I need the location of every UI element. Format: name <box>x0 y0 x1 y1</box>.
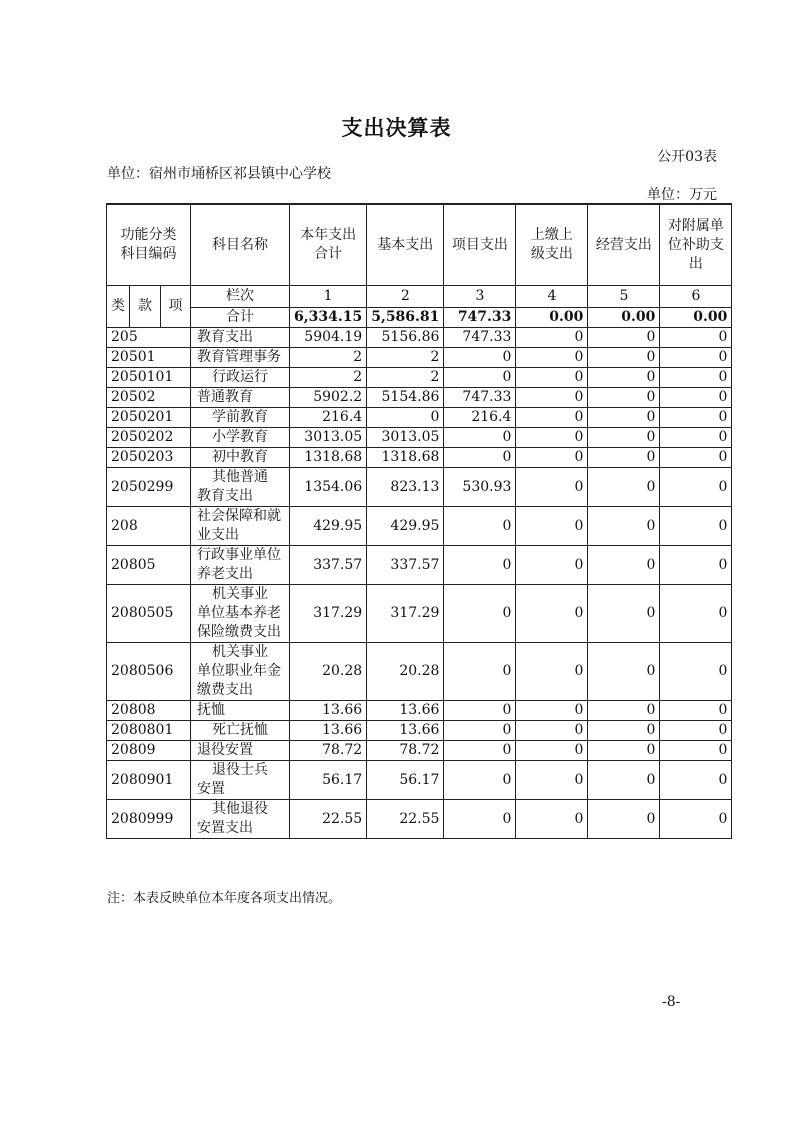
row-value-1: 2 <box>290 348 367 368</box>
row-name: 行政事业单位养老支出 <box>191 546 290 585</box>
header-col-4: 上缴上级支出 <box>516 204 588 286</box>
header-lanci: 栏次 <box>191 286 290 308</box>
row-value-5: 0 <box>588 507 660 546</box>
header-col-5: 经营支出 <box>588 204 660 286</box>
row-value-5: 0 <box>588 741 660 761</box>
row-value-5: 0 <box>588 388 660 408</box>
row-name: 教育管理事务 <box>191 348 290 368</box>
row-value-6: 0 <box>660 643 732 701</box>
row-value-5: 0 <box>588 721 660 741</box>
row-name: 退役安置 <box>191 741 290 761</box>
row-value-4: 0 <box>516 328 588 348</box>
table-body <box>107 328 732 839</box>
row-value-1: 429.95 <box>290 507 367 546</box>
row-code: 2080999 <box>107 800 191 839</box>
row-value-2: 317.29 <box>367 585 444 643</box>
table-row <box>107 761 732 800</box>
row-code: 2080506 <box>107 643 191 701</box>
row-name: 学前教育 <box>191 408 290 428</box>
row-name: 教育支出 <box>191 328 290 348</box>
col-num-2: 2 <box>367 286 444 308</box>
page-number: -8- <box>662 994 681 1010</box>
row-value-4: 0 <box>516 448 588 468</box>
row-value-4: 0 <box>516 741 588 761</box>
row-code: 2050203 <box>107 448 191 468</box>
row-value-4: 0 <box>516 507 588 546</box>
table-row <box>107 368 732 388</box>
row-value-5: 0 <box>588 585 660 643</box>
row-value-1: 2 <box>290 368 367 388</box>
row-value-3: 0 <box>444 448 516 468</box>
row-value-5: 0 <box>588 368 660 388</box>
row-value-6: 0 <box>660 348 732 368</box>
row-value-5: 0 <box>588 428 660 448</box>
row-name: 死亡抚恤 <box>191 721 290 741</box>
row-value-6: 0 <box>660 761 732 800</box>
row-name: 小学教育 <box>191 428 290 448</box>
total-value-6: 0.00 <box>660 308 732 328</box>
row-name: 机关事业单位职业年金缴费支出 <box>191 643 290 701</box>
row-value-6: 0 <box>660 368 732 388</box>
row-name: 其他普通教育支出 <box>191 468 290 507</box>
header-col-2: 基本支出 <box>367 204 444 286</box>
row-value-2: 0 <box>367 408 444 428</box>
row-value-1: 1354.06 <box>290 468 367 507</box>
footnote: 注：本表反映单位本年度各项支出情况。 <box>107 891 342 906</box>
row-value-3: 0 <box>444 428 516 448</box>
total-value-4: 0.00 <box>516 308 588 328</box>
col-num-3: 3 <box>444 286 516 308</box>
row-value-2: 20.28 <box>367 643 444 701</box>
row-value-6: 0 <box>660 585 732 643</box>
row-value-3: 0 <box>444 585 516 643</box>
col-num-1: 1 <box>290 286 367 308</box>
row-value-1: 5902.2 <box>290 388 367 408</box>
row-value-1: 22.55 <box>290 800 367 839</box>
row-value-2: 3013.05 <box>367 428 444 448</box>
header-kuan: 款 <box>130 286 161 328</box>
row-code: 2050101 <box>107 368 191 388</box>
header-col-1: 本年支出合计 <box>290 204 367 286</box>
table-row <box>107 428 732 448</box>
table-row <box>107 643 732 701</box>
row-value-5: 0 <box>588 448 660 468</box>
row-value-6: 0 <box>660 800 732 839</box>
row-value-4: 0 <box>516 468 588 507</box>
row-value-4: 0 <box>516 800 588 839</box>
row-code: 2050201 <box>107 408 191 428</box>
row-code: 2080901 <box>107 761 191 800</box>
table-row <box>107 800 732 839</box>
expenditure-table <box>106 203 732 839</box>
row-value-3: 747.33 <box>444 388 516 408</box>
row-value-2: 2 <box>367 368 444 388</box>
row-value-3: 0 <box>444 507 516 546</box>
row-name: 行政运行 <box>191 368 290 388</box>
row-value-5: 0 <box>588 701 660 721</box>
row-value-6: 0 <box>660 741 732 761</box>
row-value-6: 0 <box>660 388 732 408</box>
row-value-3: 0 <box>444 761 516 800</box>
col-num-6: 6 <box>660 286 732 308</box>
row-name: 其他退役安置支出 <box>191 800 290 839</box>
row-name: 机关事业单位基本养老保险缴费支出 <box>191 585 290 643</box>
row-value-6: 0 <box>660 428 732 448</box>
row-value-2: 1318.68 <box>367 448 444 468</box>
row-value-4: 0 <box>516 701 588 721</box>
table-row <box>107 348 732 368</box>
header-col-6: 对附属单位补助支出 <box>660 204 732 286</box>
row-code: 20501 <box>107 348 191 368</box>
row-code: 2050299 <box>107 468 191 507</box>
row-value-2: 78.72 <box>367 741 444 761</box>
row-value-2: 337.57 <box>367 546 444 585</box>
row-code: 2050202 <box>107 428 191 448</box>
row-value-4: 0 <box>516 408 588 428</box>
row-value-1: 1318.68 <box>290 448 367 468</box>
col-num-4: 4 <box>516 286 588 308</box>
table-row <box>107 468 732 507</box>
table-row <box>107 721 732 741</box>
table-row <box>107 328 732 348</box>
row-value-2: 5156.86 <box>367 328 444 348</box>
table-row <box>107 741 732 761</box>
table-row <box>107 408 732 428</box>
row-value-3: 0 <box>444 368 516 388</box>
total-value-2: 5,586.81 <box>367 308 444 328</box>
unit-label: 单位：宿州市埇桥区祁县镇中心学校 <box>107 166 331 182</box>
table-row <box>107 388 732 408</box>
row-value-5: 0 <box>588 800 660 839</box>
row-value-5: 0 <box>588 408 660 428</box>
row-value-2: 22.55 <box>367 800 444 839</box>
table-row <box>107 701 732 721</box>
col-num-5: 5 <box>588 286 660 308</box>
row-value-6: 0 <box>660 408 732 428</box>
row-value-4: 0 <box>516 585 588 643</box>
row-code: 20805 <box>107 546 191 585</box>
row-value-5: 0 <box>588 348 660 368</box>
row-code: 2080801 <box>107 721 191 741</box>
row-value-3: 0 <box>444 348 516 368</box>
row-value-2: 5154.86 <box>367 388 444 408</box>
header-xiang: 项 <box>161 286 191 328</box>
row-value-2: 823.13 <box>367 468 444 507</box>
header-lei: 类 <box>107 286 130 328</box>
row-value-3: 0 <box>444 643 516 701</box>
row-value-4: 0 <box>516 643 588 701</box>
row-value-1: 3013.05 <box>290 428 367 448</box>
row-value-5: 0 <box>588 468 660 507</box>
row-value-4: 0 <box>516 761 588 800</box>
total-value-5: 0.00 <box>588 308 660 328</box>
row-value-2: 13.66 <box>367 701 444 721</box>
row-value-6: 0 <box>660 507 732 546</box>
row-value-2: 56.17 <box>367 761 444 800</box>
row-value-4: 0 <box>516 368 588 388</box>
row-value-5: 0 <box>588 643 660 701</box>
header-name: 科目名称 <box>191 204 290 286</box>
row-value-1: 5904.19 <box>290 328 367 348</box>
total-value-1: 6,334.15 <box>290 308 367 328</box>
row-value-3: 747.33 <box>444 328 516 348</box>
row-value-6: 0 <box>660 468 732 507</box>
row-value-4: 0 <box>516 546 588 585</box>
row-value-4: 0 <box>516 721 588 741</box>
row-value-3: 0 <box>444 721 516 741</box>
row-value-3: 530.93 <box>444 468 516 507</box>
table-row <box>107 507 732 546</box>
row-name: 普通教育 <box>191 388 290 408</box>
table-row <box>107 546 732 585</box>
row-value-1: 13.66 <box>290 701 367 721</box>
row-value-3: 0 <box>444 546 516 585</box>
row-value-6: 0 <box>660 448 732 468</box>
row-value-2: 429.95 <box>367 507 444 546</box>
money-unit: 单位：万元 <box>647 187 717 203</box>
row-value-3: 216.4 <box>444 408 516 428</box>
form-number: 公开03表 <box>657 149 717 165</box>
row-value-4: 0 <box>516 428 588 448</box>
row-value-3: 0 <box>444 800 516 839</box>
row-name: 社会保障和就业支出 <box>191 507 290 546</box>
row-name: 退役士兵安置 <box>191 761 290 800</box>
row-value-1: 78.72 <box>290 741 367 761</box>
row-value-1: 13.66 <box>290 721 367 741</box>
row-code: 20502 <box>107 388 191 408</box>
row-value-2: 13.66 <box>367 721 444 741</box>
row-value-6: 0 <box>660 721 732 741</box>
row-value-2: 2 <box>367 348 444 368</box>
row-value-4: 0 <box>516 348 588 368</box>
header-col-3: 项目支出 <box>444 204 516 286</box>
row-name: 抚恤 <box>191 701 290 721</box>
total-value-3: 747.33 <box>444 308 516 328</box>
total-label: 合计 <box>191 308 290 328</box>
header-func-code: 功能分类科目编码 <box>107 204 191 286</box>
row-value-1: 216.4 <box>290 408 367 428</box>
row-code: 2080505 <box>107 585 191 643</box>
row-value-1: 317.29 <box>290 585 367 643</box>
row-value-1: 337.57 <box>290 546 367 585</box>
row-value-5: 0 <box>588 546 660 585</box>
row-value-5: 0 <box>588 328 660 348</box>
row-code: 20809 <box>107 741 191 761</box>
table-row <box>107 448 732 468</box>
row-value-1: 56.17 <box>290 761 367 800</box>
row-value-3: 0 <box>444 741 516 761</box>
row-value-4: 0 <box>516 388 588 408</box>
row-name: 初中教育 <box>191 448 290 468</box>
row-value-1: 20.28 <box>290 643 367 701</box>
row-value-5: 0 <box>588 761 660 800</box>
row-code: 205 <box>107 328 191 348</box>
page-title: 支出决算表 <box>341 115 452 140</box>
row-value-6: 0 <box>660 546 732 585</box>
row-code: 20808 <box>107 701 191 721</box>
row-value-6: 0 <box>660 328 732 348</box>
row-value-6: 0 <box>660 701 732 721</box>
row-value-3: 0 <box>444 701 516 721</box>
table-row <box>107 585 732 643</box>
row-code: 208 <box>107 507 191 546</box>
